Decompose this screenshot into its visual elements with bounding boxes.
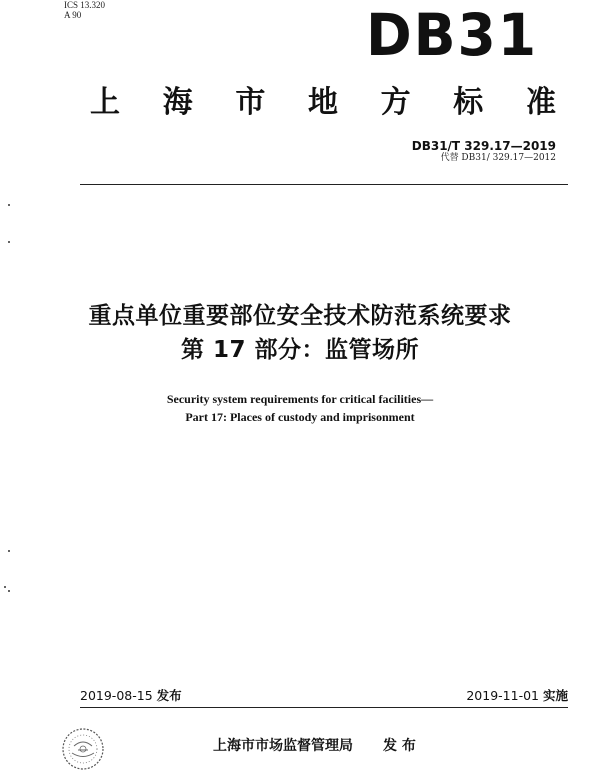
implementation-date-value: 2019-11-01 [466, 688, 539, 703]
publisher-name: 上海市市场监督管理局 [213, 738, 353, 754]
db31-logo: DB31 [366, 1, 539, 69]
authority-char: 准 [525, 85, 556, 120]
authority-char: 上 [90, 85, 120, 120]
implementation-date [466, 689, 568, 703]
issue-date-value: 2019-08-15 [80, 688, 153, 703]
ccs-code: A 90 [64, 10, 82, 20]
authority-char: 标 [453, 85, 484, 120]
authority-char: 海 [162, 85, 193, 120]
ics-code-block [64, 0, 105, 20]
standard-number: DB31/T 329.17—2019 [411, 139, 556, 153]
issue-date [80, 689, 182, 703]
replaces-standard: 代替 DB31/ 329.17—2012 [440, 153, 556, 163]
english-title-line1: Security system requirements for critical facilities— [166, 392, 434, 406]
margin-mark [8, 590, 10, 592]
chinese-title-line1: 重点单位重要部位安全技术防范系统要求 [88, 303, 512, 329]
header-divider [80, 184, 568, 185]
publisher-line [213, 738, 416, 754]
ics-code: ICS 13.320 [64, 0, 106, 10]
footer-divider [80, 707, 568, 708]
publish-word: 发 布 [383, 738, 416, 754]
authority-char: 地 [307, 85, 338, 120]
official-seal-icon [60, 726, 106, 772]
chinese-title-line2: 第 17 部分：监管场所 [180, 337, 420, 363]
implementation-date-label: 实施 [542, 688, 568, 703]
chinese-title [0, 300, 600, 366]
issue-date-label: 发布 [156, 688, 182, 703]
margin-mark [4, 586, 6, 588]
authority-char: 市 [235, 85, 266, 120]
margin-mark [8, 550, 10, 552]
english-title-line2: Part 17: Places of custody and imprisonment [185, 410, 415, 424]
margin-mark [8, 241, 10, 243]
authority-char: 方 [380, 85, 411, 120]
english-title [0, 390, 600, 426]
margin-mark [8, 204, 10, 206]
standard-authority-title [88, 86, 558, 120]
